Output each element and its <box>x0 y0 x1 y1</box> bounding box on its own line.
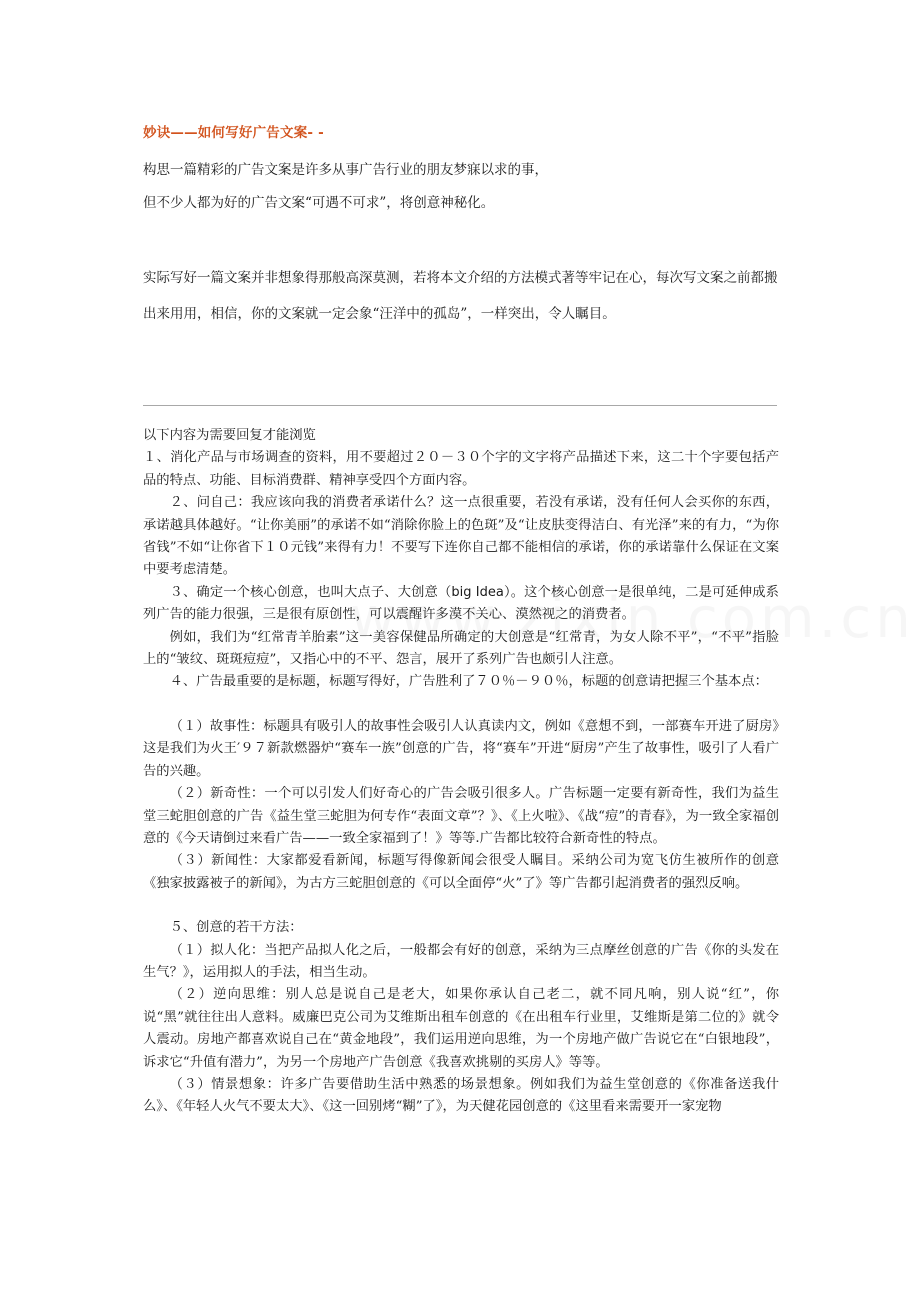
point-4-item-2: （２）新奇性：一个可以引发人们好奇心的广告会吸引很多人。广告标题一定要有新奇性，我们为益生堂三蛇胆创意的广告《益生堂三蛇胆为何专作“表面文章”？》、《上火啦》、《战“痘”的青春》，为一致全家福创意的《今天请倒过来看广告——一致全家福到了！》等等.广告都比较符合新奇性的特点。 <box>143 786 779 846</box>
intro-paragraph: 实际写好一篇文案并非想象得那般高深莫测，若将本文介绍的方法模式著等牢记在心，每次写文案之前都搬出来用用，相信，你的文案就一定会象“汪洋中的孤岛”，一样突出，令人瞩目。 <box>143 270 778 322</box>
point-3-paragraph <box>143 582 779 627</box>
point-3-example: 例如，我们为“红常青羊胎素”这一美容保健品所确定的大创意是“红常青，为女人除不平”，“不平”指脸上的“皱纹、斑斑痘痘”，又指心中的不平、怨言，展开了系列广告也颇引人注意。 <box>143 629 779 668</box>
spacer <box>143 895 779 917</box>
point-4-item-1: （１）故事性：标题具有吸引人的故事性会吸引人认真读内文，例如《意想不到，一部赛车开进了厨房》这是我们为火王′９７新款燃器炉“赛车一族”创意的广告，将“赛车”开进“厨房”产生了故事性，吸引了人看广告的兴趣。 <box>143 718 779 779</box>
point-5-item-3: （３）情景想象：许多广告要借助生活中熟悉的场景想象。例如我们为益生堂创意的《你准备送我什么》、《年轻人火气不要太大》、《这一回别烤“糊”了》，为天健花园创意的《这里看来需要开一家宠物 <box>143 1076 779 1115</box>
point-4-item-3: （３）新闻性：大家都爱看新闻，标题写得像新闻会很受人瞩目。采纳公司为宽飞仿生被所作的创意《独家披露被子的新闻》，为古方三蛇胆创意的《可以全面停“火”了》等广告都引起消费者的强烈反响。 <box>143 853 779 891</box>
intro-line-1: 构思一篇精彩的广告文案是许多从事广告行业的朋友梦寐以求的事， <box>143 162 548 178</box>
point-1-paragraph: １、消化产品与市场调查的资料，用不要超过２０－３０个字的文字将产品描述下来，这二十个字要包括产品的特点、功能、目标消费群、精神享受四个方面内容。 <box>143 450 779 488</box>
big-idea-term: big Idea <box>451 584 504 600</box>
article-body <box>143 425 779 1119</box>
point-3-text-b: ）。这个核心创意一是很单纯，二是可延伸成系列广告的能力很强，三是很有原创性，可以震醒许多漠不关心、漠然视之的消费者。 <box>143 584 779 623</box>
article-title: 妙诀——如何写好广告文案- - <box>143 125 324 141</box>
point-5-item-2: （２）逆向思维：别人总是说自己是老大，如果你承认自己老二，就不同凡响，别人说“红”，你说“黑”就往往出人意料。威廉巴克公司为艾维斯出租车创意的《在出租车行业里，艾维斯是第二位的》就令人震动。房地产都喜欢说自己在“黄金地段”，我们运用逆向思维，为一个房地产做广告说它在“白银地段”，诉求它“升值有潜力”，为另一个房地产广告创意《我喜欢挑剔的买房人》等等。 <box>143 987 779 1070</box>
point-4-paragraph: ４、广告最重要的是标题，标题写得好，广告胜利了７０％－９０％，标题的创意请把握三个基本点： <box>169 674 768 690</box>
reply-notice: 以下内容为需要回复才能浏览 <box>143 428 316 443</box>
point-5-paragraph: ５、创意的若干方法： <box>169 920 303 936</box>
spacer <box>143 694 779 716</box>
point-5-item-1: （１）拟人化：当把产品拟人化之后，一般都会有好的创意，采纳为三点摩丝创意的广告《你的头发在生气？》，运用拟人的手法，相当生动。 <box>143 942 779 980</box>
point-2-paragraph: ２、问自己：我应该向我的消费者承诺什么？这一点很重要，若没有承诺，没有任何人会买你的东西，承诺越具体越好。“让你美丽”的承诺不如“消除你脸上的色斑”及“让皮肤变得洁白、有光泽”来的有力，“为你省钱”不如“让你省下１０元钱”来得有力！不要写下连你自己都不能相信的承诺，你的承诺靠什么保证在文案中要考虑清楚。 <box>143 495 779 578</box>
intro-line-2: 但不少人都为好的广告文案“可遇不可求”，将创意神秘化。 <box>143 195 495 211</box>
divider <box>143 405 777 406</box>
point-3-text-a: ３、确定一个核心创意，也叫大点子、大创意（ <box>169 584 452 600</box>
